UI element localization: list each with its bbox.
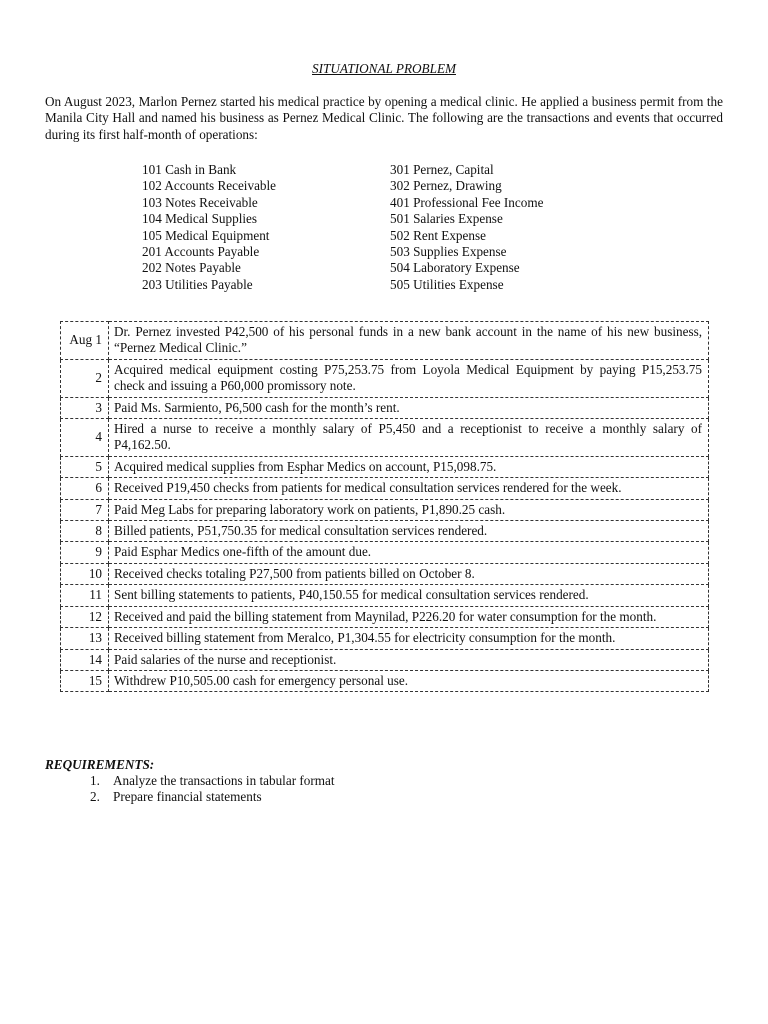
transactions-table xyxy=(60,321,709,692)
requirement-number: 2. xyxy=(90,789,100,805)
accounts-right-column xyxy=(390,162,543,293)
account-entry: 203 Utilities Payable xyxy=(142,276,253,292)
transaction-row xyxy=(61,456,709,477)
account-entry: 505 Utilities Expense xyxy=(390,276,504,292)
transaction-date: 11 xyxy=(61,585,109,606)
account-entry: 502 Rent Expense xyxy=(390,227,486,243)
transaction-description: Acquired medical supplies from Esphar Medics on account, P15,098.75. xyxy=(109,456,709,477)
transaction-date: 4 xyxy=(61,419,109,457)
account-entry: 105 Medical Equipment xyxy=(142,227,270,243)
transaction-description: Hired a nurse to receive a monthly salary of P5,450 and a receptionist to receive a monthly salary of P4,162.50. xyxy=(109,419,709,457)
transaction-date: 5 xyxy=(61,456,109,477)
account-entry: 503 Supplies Expense xyxy=(390,244,507,260)
transaction-description: Paid salaries of the nurse and receptionist. xyxy=(109,649,709,670)
account-entry: 302 Pernez, Drawing xyxy=(390,178,502,194)
transaction-description: Paid Ms. Sarmiento, P6,500 cash for the month’s rent. xyxy=(109,397,709,418)
transaction-date: 8 xyxy=(61,521,109,542)
account-entry: 301 Pernez, Capital xyxy=(390,162,494,177)
transaction-date: 7 xyxy=(61,499,109,520)
requirement-text: Prepare financial statements xyxy=(113,789,262,805)
transaction-row xyxy=(61,397,709,418)
transaction-description: Acquired medical equipment costing P75,253.75 from Loyola Medical Equipment by paying P15,253.75 check and issuing a P60,000 promissory note. xyxy=(109,359,709,397)
transaction-date: 6 xyxy=(61,478,109,499)
requirement-item xyxy=(45,773,335,789)
account-entry: 504 Laboratory Expense xyxy=(390,260,520,276)
transaction-row xyxy=(61,359,709,397)
transaction-row xyxy=(61,499,709,520)
transaction-description: Billed patients, P51,750.35 for medical consultation services rendered. xyxy=(109,521,709,542)
transaction-date: Aug 1 xyxy=(61,322,109,360)
account-entry: 104 Medical Supplies xyxy=(142,211,258,227)
transaction-row xyxy=(61,542,709,563)
transaction-row xyxy=(61,649,709,670)
transaction-date: 9 xyxy=(61,542,109,563)
transaction-date: 15 xyxy=(61,670,109,691)
transaction-description: Dr. Pernez invested P42,500 of his personal funds in a new bank account in the name of his new business, “Pernez Medical Clinic.” xyxy=(109,322,709,360)
transaction-description: Received and paid the billing statement from Maynilad, P226.20 for water consumption for the month. xyxy=(109,606,709,627)
account-entry: 202 Notes Payable xyxy=(142,260,241,276)
accounts-left-column xyxy=(142,162,276,293)
transaction-description: Sent billing statements to patients, P40,150.55 for medical consultation services rendered. xyxy=(109,585,709,606)
transaction-description: Withdrew P10,505.00 cash for emergency personal use. xyxy=(109,670,709,691)
requirement-text: Analyze the transactions in tabular format xyxy=(113,773,335,788)
transaction-row xyxy=(61,606,709,627)
transaction-row xyxy=(61,670,709,691)
transaction-row xyxy=(61,521,709,542)
transaction-date: 13 xyxy=(61,628,109,649)
transaction-description: Received billing statement from Meralco, P1,304.55 for electricity consumption for the month. xyxy=(109,628,709,649)
requirements-heading: REQUIREMENTS: xyxy=(45,757,155,772)
requirements-section xyxy=(45,757,335,806)
account-entry: 101 Cash in Bank xyxy=(142,162,237,177)
transaction-row xyxy=(61,478,709,499)
transaction-date: 12 xyxy=(61,606,109,627)
requirement-number: 1. xyxy=(90,773,100,788)
intro-paragraph: On August 2023, Marlon Pernez started his medical practice by opening a medical clinic. He applied a business permit from the Manila City Hall and named his business as Pernez Medical Clinic. The following are the transactions and events that occurred during its first half-month of operations: xyxy=(45,94,723,142)
transaction-description: Received checks totaling P27,500 from patients billed on October 8. xyxy=(109,563,709,584)
account-entry: 501 Salaries Expense xyxy=(390,211,503,227)
page-title: SITUATIONAL PROBLEM xyxy=(312,61,456,76)
account-entry: 103 Notes Receivable xyxy=(142,194,258,210)
transaction-row xyxy=(61,322,709,360)
account-entry: 401 Professional Fee Income xyxy=(390,194,544,210)
transaction-date: 2 xyxy=(61,359,109,397)
transaction-date: 14 xyxy=(61,649,109,670)
transaction-description: Paid Meg Labs for preparing laboratory work on patients, P1,890.25 cash. xyxy=(109,499,709,520)
transaction-row xyxy=(61,563,709,584)
transaction-row xyxy=(61,628,709,649)
account-entry: 201 Accounts Payable xyxy=(142,244,260,260)
transaction-date: 3 xyxy=(61,397,109,418)
transaction-row xyxy=(61,419,709,457)
requirements-list xyxy=(45,773,335,806)
transaction-description: Received P19,450 checks from patients for medical consultation services rendered for the week. xyxy=(109,478,709,499)
transaction-date: 10 xyxy=(61,563,109,584)
transaction-row xyxy=(61,585,709,606)
requirement-item xyxy=(45,789,335,805)
transaction-description: Paid Esphar Medics one-fifth of the amount due. xyxy=(109,542,709,563)
account-entry: 102 Accounts Receivable xyxy=(142,178,277,194)
